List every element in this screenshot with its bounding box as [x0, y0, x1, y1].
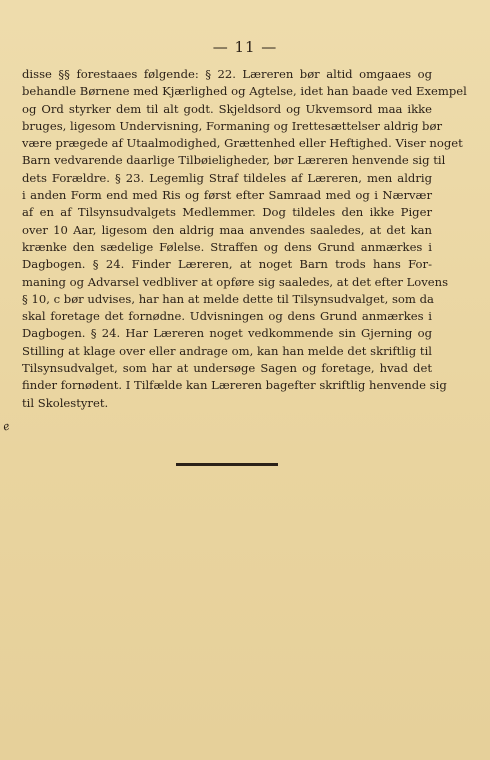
text-line: til Skolestyret.	[22, 395, 109, 410]
text-line: Tilsynsudvalget, som har at undersøge Sagen og foretage, hvad det	[22, 361, 432, 376]
text-line: disse §§ forestaaes følgende: § 22. Læreren bør altid omgaaes og	[22, 67, 432, 81]
text-line: maning og Advarsel vedbliver at opføre sig saaledes, at det efter Lovens	[22, 274, 449, 289]
text-line: behandle Børnene med Kjærlighed og Agtelse, idet han baade ved Exempel	[22, 84, 467, 99]
text-line: dets Forældre. § 23. Legemlig Straf tildeles af Læreren, men aldrig	[22, 170, 432, 185]
text-line: krænke den sædelige Følelse. Straffen og dens Grund anmærkes i	[22, 239, 432, 254]
text-line: bruges, ligesom Undervisning, Formaning og Irettesættelser aldrig bør	[22, 118, 442, 133]
margin-mark: ℯ	[0, 419, 12, 434]
end-rule	[176, 463, 278, 466]
text-line: finder fornødent. I Tilfælde kan Læreren bagefter skriftlig henvende sig	[22, 378, 447, 393]
text-line: i anden Form end med Ris og først efter Samraad med og i Nærvær	[22, 188, 432, 203]
text-line: Stilling at klage over eller andrage om, kan han melde det skriftlig til	[22, 343, 432, 358]
text-line: af en af Tilsynsudvalgets Medlemmer. Dog tildeles den ikke Piger	[22, 205, 432, 220]
text-line: Dagbogen. § 24. Har Læreren noget vedkommende sin Gjerning og	[22, 326, 432, 341]
text-line: skal foretage det fornødne. Udvisningen og dens Grund anmærkes i	[22, 309, 432, 324]
text-line: Dagbogen. § 24. Finder Læreren, at noget Barn trods hans For-	[22, 257, 432, 272]
text-line: være prægede af Utaalmodighed, Grættenhed eller Heftighed. Viser noget	[22, 136, 463, 151]
text-line: Barn vedvarende daarlige Tilbøieligheder, bør Læreren henvende sig til	[22, 153, 446, 168]
text-line: § 10, c bør udvises, har han at melde dette til Tilsynsudvalget, som da	[22, 291, 434, 306]
body-text	[22, 66, 467, 412]
page-number: — 11 —	[212, 38, 278, 56]
text-line: over 10 Aar, ligesom den aldrig maa anvendes saaledes, at det kan	[22, 222, 432, 237]
text-line: og Ord styrker dem til alt godt. Skjeldsord og Ukvemsord maa ikke	[22, 101, 432, 116]
